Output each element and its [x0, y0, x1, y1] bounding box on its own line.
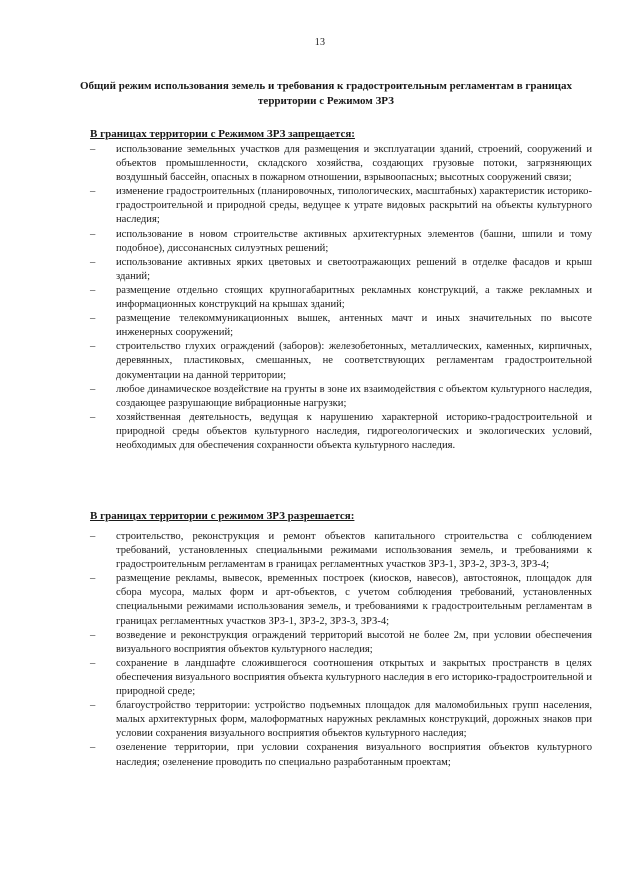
list-item: – изменение градостроительных (планировочных, типологических, масштабных) характеристик историко-градостроительной и природной среды, ведущее к утрате видовых раскрытий на объекты культурного наследия;: [90, 186, 592, 226]
page-title: Общий режим использования земель и требования к градостроительным регламентам в границах территории с Режимом ЗРЗ: [79, 80, 573, 107]
list-item: – строительство глухих ограждений (заборов): железобетонных, металлических, каменных, кирпичных, деревянных, пластиковых, смешанных, не соответствующих регламентам градостроительной документации на данной территории;: [90, 341, 592, 381]
list-item: – использование в новом строительстве активных архитектурных элементов (башни, шпили и тому подобное), диссонансных силуэтных решений;: [90, 228, 592, 254]
list-item: – хозяйственная деятельность, ведущая к нарушению характерной историко-градостроительной и природной среды объектов культурного наследия, гидрогеологических и экологических условий, необходимых для обеспечения сохранности объекта культурного наследия.: [90, 411, 592, 451]
list-bullet: –: [90, 313, 96, 325]
list-bullet: –: [90, 742, 96, 754]
list-item: – благоустройство территории: устройство подъемных площадок для маломобильных групп населения, малых архитектурных форм, малоформатных наружных рекламных конструкций, дорожных знаков при условии сохранения визуального восприятия объектов культурного наследия;: [90, 700, 592, 740]
list-item: – сохранение в ландшафте сложившегося соотношения открытых и закрытых пространств в целях обеспечения визуального восприятия объекта культурного наследия в его историко-градостроительной и природной среде;: [90, 657, 592, 698]
list-bullet: –: [90, 700, 96, 712]
list-bullet: –: [90, 228, 96, 240]
list-bullet: –: [90, 284, 96, 296]
list-item: – размещение телекоммуникационных вышек, антенных мачт и иных значительных по высоте инженерных сооружений;: [90, 313, 592, 339]
list-item: – размещение отдельно стоящих крупногабаритных рекламных конструкций, а также рекламных и информационных конструкций на крышах зданий;: [90, 284, 592, 311]
list-item: – использование активных ярких цветовых и светоотражающих решений в отделке фасадов и крыш зданий;: [90, 256, 592, 282]
list-bullet: –: [90, 256, 96, 268]
list-item: – размещение рекламы, вывесок, временных построек (киосков, навесов), автостоянок, площадок для сбора мусора, малых форм и арт-объектов, с учетом соблюдения требований, установленных специальными режимами использования земель, и требованиями к градостроительным регламентам в границах регламентных участков ЗРЗ-1, ЗРЗ-2, ЗРЗ-3, ЗРЗ-4;: [90, 573, 592, 627]
list-item: – любое динамическое воздействие на грунты в зоне их взаимодействия с объектом культурного наследия, создающее разрушающие вибрационные нагрузки;: [90, 383, 592, 409]
list-bullet: –: [90, 657, 96, 669]
list-bullet: –: [90, 144, 96, 155]
section-heading-prohibited: В границах территории с Режимом ЗРЗ запрещается:: [90, 128, 355, 140]
section-heading-permitted: В границах территории с режимом ЗРЗ разрешается:: [90, 510, 355, 522]
list-item: – озеленение территории, при условии сохранения визуального восприятия объектов культурного наследия; озеленение проводить по специально разработанным проектам;: [90, 742, 592, 768]
list-bullet: –: [90, 383, 96, 395]
list-bullet: –: [90, 531, 96, 542]
list-bullet: –: [90, 411, 96, 423]
list-bullet: –: [90, 629, 96, 641]
list-bullet: –: [90, 186, 96, 198]
list-bullet: –: [90, 573, 96, 585]
list-item: – возведение и реконструкция ограждений территорий высотой не более 2м, при условии обеспечения визуального восприятия объектов культурного наследия;: [90, 629, 592, 655]
list-item: – использование земельных участков для размещения и эксплуатации зданий, строений, сооружений и объектов промышленности, складского хозяйства, создающих грузовые потоки, загрязняющих воздушный бассейн, опасных в пожарном отношении, взрывоопасных; высотных сооружений связи;: [90, 144, 592, 184]
permitted-list: [90, 530, 592, 770]
list-item: – строительство, реконструкция и ремонт объектов капитального строительства с соблюдением требований, установленных специальными режимами использования земель, и требованиями к градостроительным регламентам в границах регламентных участков ЗРЗ-1, ЗРЗ-2, ЗРЗ-3, ЗРЗ-4;: [90, 531, 592, 571]
prohibited-list: [90, 143, 592, 453]
list-bullet: –: [90, 341, 96, 353]
page-number: 13: [314, 37, 326, 48]
